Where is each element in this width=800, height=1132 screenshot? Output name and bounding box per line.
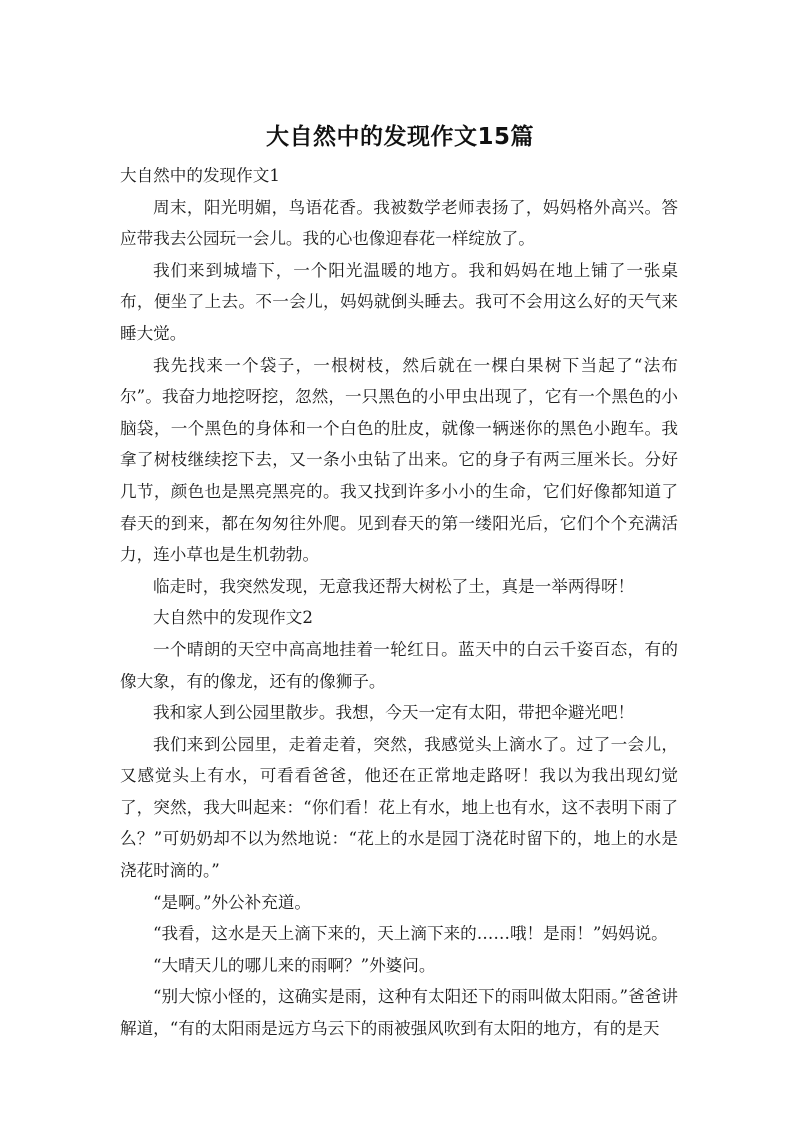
paragraph: 周末，阳光明媚，鸟语花香。我被数学老师表扬了，妈妈格外高兴。答应带我去公园玩一会儿。我的心也像迎春花一样绽放了。	[120, 197, 678, 249]
paragraph: “是啊。”外公补充道。	[153, 892, 312, 912]
paragraph: 临走时，我突然发现，无意我还帮大树松了土，真是一举两得呀！	[153, 576, 635, 596]
section-heading: 大自然中的发现作文2	[153, 608, 313, 628]
paragraph: 我和家人到公园里散步。我想，今天一定有太阳，带把伞避光吧！	[153, 703, 635, 723]
document-body	[120, 160, 678, 1045]
document-title: 大自然中的发现作文15篇	[265, 124, 534, 150]
paragraph: 我们来到城墙下，一个阳光温暖的地方。我和妈妈在地上铺了一张桌布，便坐了上去。不一会儿，妈妈就倒头睡去。我可不会用这么好的天气来睡大觉。	[120, 260, 678, 343]
paragraph: “我看，这水是天上滴下来的，天上滴下来的……哦！是雨！”妈妈说。	[153, 924, 668, 944]
section-heading: 大自然中的发现作文1	[120, 166, 280, 185]
paragraph: 我先找来一个袋子，一根树枝，然后就在一棵白果树下当起了“法布尔”。我奋力地挖呀挖，忽然，一只黑色的小甲虫出现了，它有一个黑色的小脑袋，一个黑色的身体和一个白色的肚皮，就像一辆迷你的黑色小跑车。我拿了树枝继续挖下去，又一条小虫钻了出来。它的身子有两三厘米长。分好几节，颜色也是黑亮黑亮的。我又找到许多小小的生命，它们好像都知道了春天的到来，都在匆匆往外爬。见到春天的第一缕阳光后，它们个个充满活力，连小草也是生机勃勃。	[120, 355, 678, 565]
paragraph: “大晴天儿的哪儿来的雨啊？”外婆问。	[153, 955, 436, 975]
paragraph: 我们来到公园里，走着走着，突然，我感觉头上滴水了。过了一会儿，又感觉头上有水，可看看爸爸，他还在正常地走路呀！我以为我出现幻觉了，突然，我大叫起来：“你们看！花上有水，地上也有水，这不表明下雨了么？”可奶奶却不以为然地说：“花上的水是园丁浇花时留下的，地上的水是浇花时滴的。”	[120, 734, 678, 881]
paragraph: “别大惊小怪的，这确实是雨，这种有太阳还下的雨叫做太阳雨。”爸爸讲解道，“有的太阳雨是远方乌云下的雨被强风吹到有太阳的地方，有的是天	[120, 987, 678, 1039]
paragraph: 一个晴朗的天空中高高地挂着一轮红日。蓝天中的白云千姿百态，有的像大象，有的像龙，还有的像狮子。	[120, 639, 678, 691]
